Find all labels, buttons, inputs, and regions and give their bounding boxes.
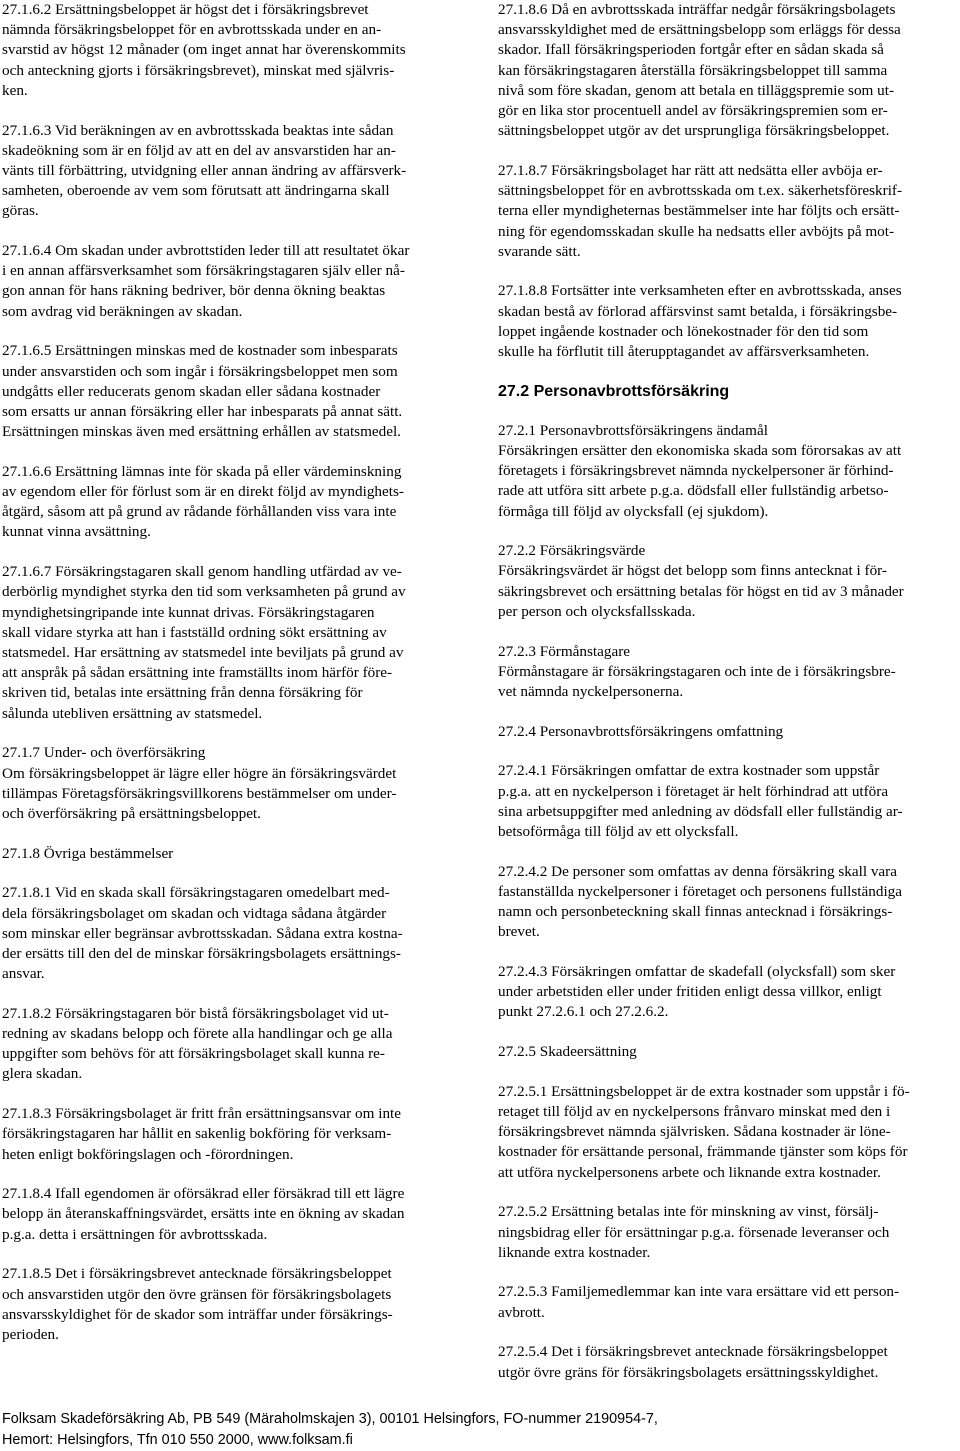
paragraph-27-2-1: 27.2.1 Personavbrottsförsäkringens ändamål Försäkringen ersätter den ekonomiska skada som förorsakas av att företagets i försäkringsbrevet nämnda nyckelpersoner är förhind- rade att utföra sitt arbete p.g.a. dödsfall eller fullständig arbetso- förmåga till följd av olycksfall (ej sjukdom).	[498, 421, 956, 522]
paragraph-27-1-7: 27.1.7 Under- och överförsäkring Om försäkringsbeloppet är lägre eller högre än försäkringsvärdet tillämpas Företagsförsäkringsvillkorens bestämmelser om under- och överförsäkring på ersättningsbeloppet.	[2, 743, 462, 824]
right-column	[498, 0, 956, 1402]
paragraph-27-2-4-3: 27.2.4.3 Försäkringen omfattar de skadefall (olycksfall) som sker under arbetstiden eller under fritiden enligt dessa villkor, enligt punkt 27.2.6.1 och 27.2.6.2.	[498, 963, 896, 1021]
paragraph-27-2-5-2: 27.2.5.2 Ersättning betalas inte för minskning av vinst, försälj- ningsbidrag eller för ersättningar p.g.a. försenade leveranser och liknande extra kostnader.	[498, 1203, 890, 1261]
paragraph-27-1-8-1: 27.1.8.1 Vid en skada skall försäkringstagaren omedelbart med- dela försäkringsbolaget om skadan och vidtaga sådana åtgärder som minskar eller begränsar avbrottsskadan. Sådana extra kostna- der ersätts till den del de minskar försäkringsbolagets ersättnings- ansvar.	[2, 884, 403, 983]
paragraph-27-1-6-4: 27.1.6.4 Om skadan under avbrottstiden leder till att resultatet ökar i en annan affärsverksamhet som försäkringstagaren själv eller nå- gon annan för hans räkning bedriver, bör denna ökning beaktas som avdrag vid beräkningen av skadan.	[2, 242, 410, 320]
page-footer	[2, 1409, 958, 1451]
paragraph-27-1-8-7: 27.1.8.7 Försäkringsbolaget har rätt att nedsätta eller avböja er- sättningsbeloppet för en avbrottsskada om t.ex. säkerhetsföreskrif- terna eller myndigheternas bestämmelser inte har följts och ersätt- ning för egendomsskadan skulle ha nedsatts eller avböjts på mot- svarande sätt.	[498, 161, 903, 260]
paragraph-27-2-4-1: 27.2.4.1 Försäkringen omfattar de extra kostnader som uppstår p.g.a. att en nyckelperson i företaget är helt förhindrad att utföra sina arbetsuppgifter med anledning av dödsfall eller fullständig ar- betsoförmåga till följd av ett olycksfall.	[498, 762, 903, 840]
section-heading-27-2: 27.2 Personavbrottsförsäkring	[498, 382, 730, 400]
paragraph-27-2-2: 27.2.2 Försäkringsvärde Försäkringsvärdet är högst det belopp som finns antecknat i för- säkringsbrevet och ersättning betalas för högst en tid av 3 månader per person och olycksfallsskada.	[498, 541, 956, 622]
footer-company-address: Folksam Skadeförsäkring Ab, PB 549 (Märaholmskajen 3), 00101 Helsingfors, FO-nummer 2190954-7,	[2, 1411, 658, 1427]
section-heading-27-1-7: 27.1.7 Under- och överförsäkring	[2, 744, 206, 762]
paragraph-27-2-5-4: 27.2.5.4 Det i försäkringsbrevet antecknade försäkringsbeloppet utgör övre gräns för försäkringsbolagets ersättningsskyldighet.	[498, 1343, 888, 1381]
paragraph-27-1-8-6: 27.1.8.6 Då en avbrottsskada inträffar nedgår försäkringsbolagets ansvarsskyldighet med de ersättningsbelopp som erläggs för dessa skador. Ifall försäkringsperioden fortgår efter en sådan skada så kan försäkringstagaren återställa försäkringsbeloppet till samma nivå som före skadan, genom att betala en tilläggspremie som ut- gör en lika stor procentuell andel av försäkringspremien som er- sättningsbeloppet utgör av det ursprungliga försäkringsbeloppet.	[498, 1, 901, 140]
paragraph-27-1-6-5: 27.1.6.5 Ersättningen minskas med de kostnader som inbesparats under ansvarstiden och som ingår i försäkringsbeloppet men som undgåtts eller reducerats genom skadan eller sådana kostnader som ersatts ur annan försäkring eller har inbesparats på annat sätt. Ersättningen minskas även med ersättning erhållen av statsmedel.	[2, 342, 403, 441]
section-heading-27-1-8: 27.1.8 Övriga bestämmelser	[2, 844, 174, 862]
subheading-27-2-3: 27.2.3 Förmånstagare	[498, 642, 631, 660]
paragraph-27-1-8-8: 27.1.8.8 Fortsätter inte verksamheten efter en avbrottsskada, anses skadan bestå av förlorad affärsvinst samt betalda, i försäkringsbe- loppet ingående kostnader och lönekostnader för den tid som skulle ha förflutit till återupptagandet av affärsverksamheten.	[498, 282, 902, 361]
paragraph-27-1-6-6: 27.1.6.6 Ersättning lämnas inte för skada på eller värdeminskning av egendom eller för förlust som är en direkt följd av myndighets- åtgärd, såsom att på grund av rådande förhållanden viss vara inte kunnat vinna avsättning.	[2, 462, 404, 541]
subheading-27-2-1: 27.2.1 Personavbrottsförsäkringens ändamål	[498, 421, 768, 439]
paragraph-27-1-6-2: 27.1.6.2 Ersättningsbeloppet är högst det i försäkringsbrevet nämnda försäkringsbeloppet för en avbrottsskada under en an- svarstid av högst 12 månader (om inget annat har överenskommits och anteckning gjorts i försäkringsbrevet), minskat med självris- ken.	[2, 1, 406, 99]
paragraph-27-1-8-4: 27.1.8.4 Ifall egendomen är oförsäkrad eller försäkrad till ett lägre belopp än återanskaffningsvärdet, ersätts inte en ökning av skadan p.g.a. detta i ersättningen för avbrottsskada.	[2, 1185, 405, 1243]
paragraph-27-2-3: 27.2.3 Förmånstagare Förmånstagare är försäkringstagaren och inte de i försäkringsbre- vet nämnda nyckelpersonerna.	[498, 642, 956, 703]
subheading-27-2-4: 27.2.4 Personavbrottsförsäkringens omfattning	[498, 722, 784, 740]
paragraph-27-2-5-3: 27.2.5.3 Familjemedlemmar kan inte vara ersättare vid ett person- avbrott.	[498, 1283, 900, 1321]
paragraph-27-1-6-3: 27.1.6.3 Vid beräkningen av en avbrottsskada beaktas inte sådan skadeökning som är en följd av att en del av ansvarstiden har an- vänts till förbättring, utvidgning eller annan ändring av affärsverk- samheten, oberoende av vem som förutsatt att ändringarna skall göras.	[2, 121, 407, 220]
subheading-27-2-5: 27.2.5 Skadeersättning	[498, 1043, 637, 1061]
footer-contact: Hemort: Helsingfors, Tfn 010 550 2000, www.folksam.fi	[2, 1432, 353, 1448]
paragraph-27-1-6-7: 27.1.6.7 Försäkringstagaren skall genom handling utfärdad av ve- derbörlig myndighet styrka den tid som verksamheten på grund av myndighetsingripande inte kunnat drivas. Försäkringstagaren skall vidare styrka att han i fastställd ordning sökt ersättning av statsmedel. Har ersättning av statsmedel inte beviljats på grund av att anspråk på sådan ersättning inte framställts inom härför före- skriven tid, betalas inte ersättning från denna försäkring för sålunda utebliven ersättning av statsmedel.	[2, 563, 406, 722]
paragraph-27-1-8-2: 27.1.8.2 Försäkringstagaren bör bistå försäkringsbolaget vid ut- redning av skadans belopp och förete alla handlingar och ge alla uppgifter som behövs för att försäkringsbolaget skall kunna re- glera skadan.	[2, 1004, 393, 1083]
left-column	[2, 0, 462, 1365]
paragraph-27-2-4-2: 27.2.4.2 De personer som omfattas av denna försäkring skall vara fastanställda nyckelpersoner i företaget och personens fullständiga namn och personbeteckning skall finnas antecknad i försäkrings- brevet.	[498, 862, 903, 941]
paragraph-27-2-5-1: 27.2.5.1 Ersättningsbeloppet är de extra kostnader som uppstår i fö- retaget till följd av en nyckelpersons frånvaro minskat med den i försäkringsbrevet nämnda självrisken. Sådana kostnader är löne- kostnader för ersättande personal, främmande tjänster som köps för att utföra nyckelpersonens arbete och liknande extra kostnader.	[498, 1082, 910, 1181]
paragraph-27-1-8-5: 27.1.8.5 Det i försäkringsbrevet antecknade försäkringsbeloppet och ansvarstiden utgör den övre gränsen för försäkringsbolagets ansvarsskyldighet för de skador som inträffar under försäkrings- perioden.	[2, 1265, 393, 1343]
paragraph-27-1-8-3: 27.1.8.3 Försäkringsbolaget är fritt från ersättningsansvar om inte försäkringstagaren har hållit en sakenlig bokföring för verksam- heten enligt bokföringslagen och -förordningen.	[2, 1105, 401, 1163]
subheading-27-2-2: 27.2.2 Försäkringsvärde	[498, 542, 646, 560]
